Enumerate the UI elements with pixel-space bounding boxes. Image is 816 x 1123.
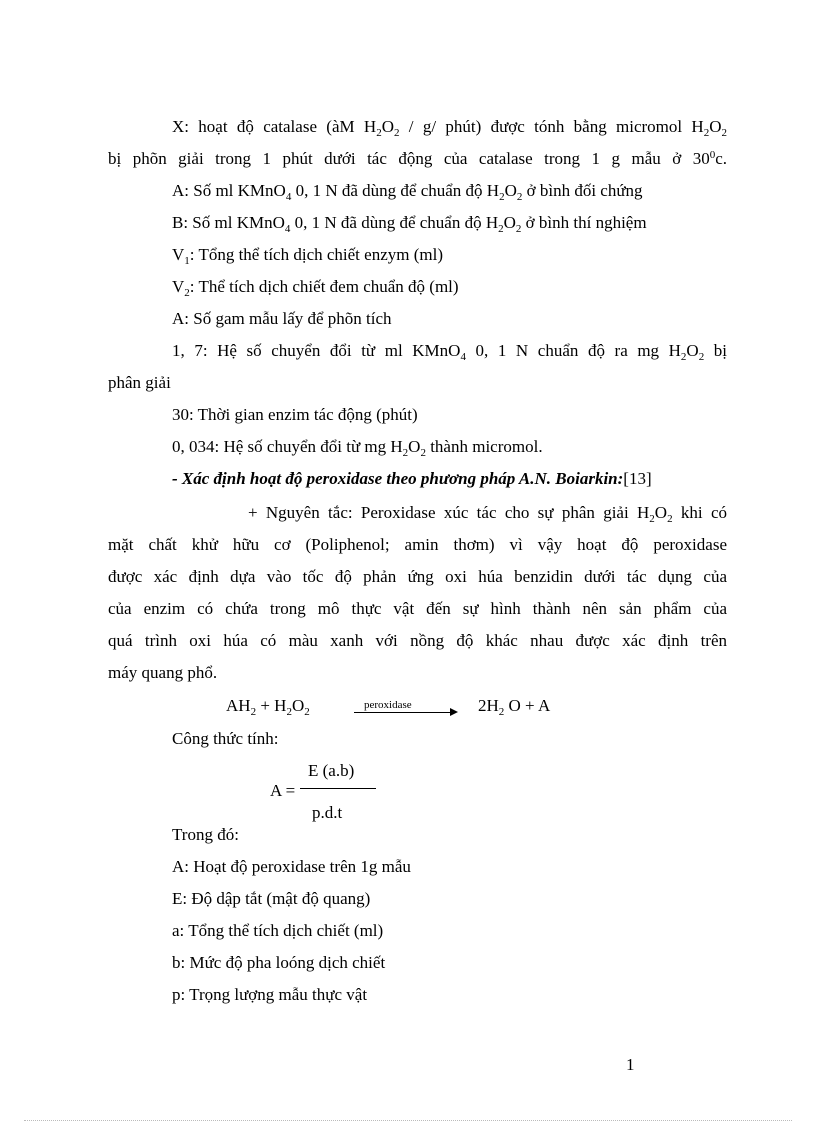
paragraph-line: + Nguyên tắc: Peroxidase xúc tác cho sự phân giải $H_2O_2$ khi có (248, 503, 727, 525)
footer-divider (24, 1120, 792, 1121)
paragraph-line: mặt chất khử hữu cơ (Poliphenol; amin thơm) vì vậy hoạt độ peroxidase (108, 535, 727, 554)
text-line: 30: Thời gian enzim tác động (phút) (172, 405, 418, 424)
paragraph-line: máy quang phổ. (108, 663, 218, 682)
paragraph-line: của enzim có chứa trong mô thực vật đến sự hình thành nên sản phẩm của (108, 599, 727, 618)
section-heading: - Xác định hoạt độ peroxidase theo phương pháp A.N. Boiarkin:[13] (172, 469, 652, 488)
arrow-label: peroxidase (364, 699, 412, 711)
text-line: Trong đó: (172, 825, 239, 844)
equation-right: $2H_2$ O + A (478, 696, 551, 718)
equation-left: $AH_2 + H_2O_2$ (226, 696, 310, 718)
definition-item: a: Tổng thể tích dịch chiết (ml) (172, 921, 384, 940)
definition-item: b: Mức độ pha loóng dịch chiết (172, 953, 386, 972)
text-line: A: Số gam mẫu lấy để phõn tích (172, 309, 392, 328)
formula-lhs: A = (270, 781, 296, 800)
arrow-head-icon (450, 708, 458, 716)
text-line: phân giải (108, 373, 171, 392)
text-line: A: Số ml KMnO$_4$ 0, 1 N đã dùng để chuẩn độ $H_2O_2$ ở bình đối chứng (172, 181, 643, 203)
definition-item: p: Trọng lượng mẫu thực vật (172, 985, 368, 1004)
reaction-arrow (354, 699, 458, 719)
definition-item: A: Hoạt độ peroxidase trên 1g mẫu (172, 857, 411, 876)
text-line: $V_1$: Tổng thể tích dịch chiết enzym (ml) (172, 245, 443, 267)
definition-item: E: Độ dập tắt (mật độ quang) (172, 889, 371, 908)
paragraph-line: quá trình oxi húa có màu xanh với nồng độ khác nhau được xác định trên (108, 631, 727, 650)
formula-numerator: E (a.b) (308, 761, 355, 780)
arrow-line (354, 712, 451, 713)
paragraph-line: được xác định dựa vào tốc độ phản ứng oxi húa benzidin dưới tác dụng của (108, 567, 727, 586)
fraction-bar (300, 788, 376, 789)
text-line: bị phõn giải trong 1 phút dưới tác động của catalase trong 1 g mẫu ở $30^0c$. (108, 149, 727, 168)
text-line: Công thức tính: (172, 729, 279, 748)
text-line: X: hoạt độ catalase (àM $H_2O_2 / g/$ phút) được tónh bằng micromol $H_2O_2$ (172, 117, 727, 139)
formula-denominator: p.d.t (312, 803, 343, 822)
page-number: 1 (626, 1055, 635, 1074)
text-line: 1, 7: Hệ số chuyển đổi từ ml KMnO$_4$ 0, 1 N chuẩn độ ra mg $H_2O_2$ bị (172, 341, 728, 363)
text-line: B: Số ml KMnO$_4$ 0, 1 N đã dùng để chuẩn độ $H_2O_2$ ở bình thí nghiệm (172, 213, 647, 235)
text-line: $V_2$: Thể tích dịch chiết đem chuẩn độ (ml) (172, 277, 459, 299)
text-line: 0, 034: Hệ số chuyển đổi từ mg $H_2O_2$ thành micromol. (172, 437, 543, 459)
